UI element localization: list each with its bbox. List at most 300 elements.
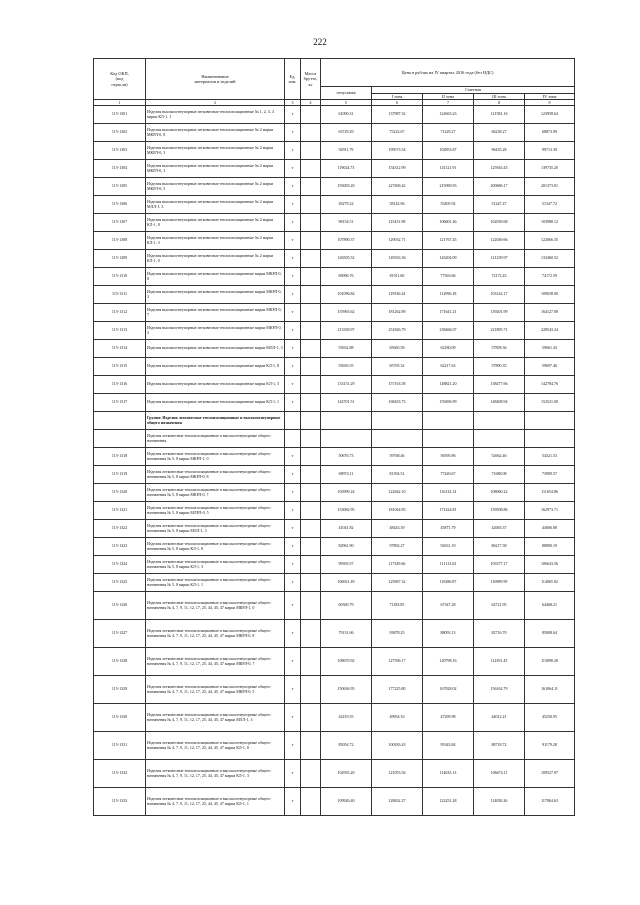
price-zone-2: 56595.86 — [423, 448, 474, 466]
price-zone-2: 62180.09 — [423, 340, 474, 358]
price-zone-4: 85008.64 — [525, 620, 575, 648]
row-name: Изделия высокоогнеупорные легковесные теплоизоляционные № 1, 2, 3, 4 марки КЛ-1, 1 — [146, 106, 285, 124]
table-row — [94, 250, 575, 268]
header-zone-3: III зона — [474, 93, 525, 100]
row-unit: т — [285, 250, 301, 268]
row-mass — [301, 520, 321, 538]
price-zone-3: 112391.45 — [474, 648, 525, 676]
row-mass — [301, 732, 321, 760]
price-zone-2: 106601.46 — [423, 214, 474, 232]
row-mass — [301, 676, 321, 704]
table-row — [94, 214, 575, 232]
price-zone-4: 103988.12 — [525, 214, 575, 232]
column-number: 5 — [321, 100, 372, 106]
row-mass — [301, 376, 321, 394]
table-row — [94, 592, 575, 620]
column-number: 7 — [423, 100, 474, 106]
price-zone-2: 67347.28 — [423, 592, 474, 620]
price-zone-1: 71183.85 — [372, 592, 423, 620]
row-code: 115-1311 — [94, 286, 146, 304]
row-name: Изделия высокоогнеупорные легковесные теплоизоляционные № 2 марки КЛ-1, 0 — [146, 250, 285, 268]
row-mass — [301, 502, 321, 520]
price-zone-2: 92631.19 — [423, 538, 474, 556]
price-zone-3: 51247.47 — [474, 196, 525, 214]
price-zone-3: 114050.26 — [474, 788, 525, 816]
price-zone-4: 74172.59 — [525, 268, 575, 286]
price-zone-2: 77420.67 — [423, 466, 474, 484]
price-current: 60369.79 — [321, 592, 372, 620]
price-zone-1: 168433.73 — [372, 394, 423, 412]
price-zone-4: 106643.56 — [525, 556, 575, 574]
price-current — [321, 412, 372, 430]
row-mass — [301, 484, 321, 502]
row-unit: т — [285, 760, 301, 788]
price-zone-2: 102853.87 — [423, 142, 474, 160]
price-zone-3: 125943.43 — [474, 160, 525, 178]
row-mass — [301, 538, 321, 556]
price-zone-3: 96435.28 — [474, 142, 525, 160]
price-zone-3: 121581.16 — [474, 106, 525, 124]
price-zone-2: 112996.18 — [423, 286, 474, 304]
price-zone-3: 57858.36 — [474, 340, 525, 358]
price-zone-2: 47299.98 — [423, 704, 474, 732]
column-number: 1 — [94, 100, 146, 106]
row-name: Изделия легковесные теплоизоляционные и высокоогнеупорные общего назначения № 4, 7, 9, 11, 12, 17, 25, 44, 45, 47 марки КЛ-1, 8 — [146, 732, 285, 760]
price-zone-1: 59768.46 — [372, 448, 423, 466]
price-zone-2: 141121.91 — [423, 160, 474, 178]
price-zone-4: 111654.86 — [525, 484, 575, 502]
price-current: 126505.52 — [321, 250, 372, 268]
row-unit: т — [285, 502, 301, 520]
price-current: 85054.72 — [321, 732, 372, 760]
row-unit: т — [285, 592, 301, 620]
row-mass — [301, 214, 321, 232]
price-zone-3: 159201.99 — [474, 304, 525, 322]
row-unit: т — [285, 142, 301, 160]
row-mass — [301, 124, 321, 142]
price-zone-2: 77563.66 — [423, 268, 474, 286]
table-row — [94, 178, 575, 196]
row-code: 115-1306 — [94, 196, 146, 214]
column-number: 2 — [146, 100, 285, 106]
price-zone-4: 114065.92 — [525, 574, 575, 592]
price-zone-4: 59661.43 — [525, 340, 575, 358]
price-zone-1: 154312.99 — [372, 160, 423, 178]
price-zone-2: 159496.99 — [423, 394, 474, 412]
row-unit: т — [285, 358, 301, 376]
table-row — [94, 448, 575, 466]
table-row — [94, 142, 575, 160]
row-name: Изделия высокоогнеупорные легковесные теплоизоляционные № 2 марки КЛ-1, 8 — [146, 214, 285, 232]
price-current: 193003.20 — [321, 178, 372, 196]
table-row — [94, 676, 575, 704]
row-name: Изделия высокоогнеупорные легковесные теплоизоляционные № 2 марки КЛ-1, 3 — [146, 232, 285, 250]
table-row — [94, 788, 575, 816]
price-zone-4: 64468.21 — [525, 592, 575, 620]
table-row — [94, 304, 575, 322]
header-current: отпускная — [321, 87, 372, 100]
price-zone-2: 95343.84 — [423, 732, 474, 760]
price-zone-3: 156162.79 — [474, 676, 525, 704]
page-number: 222 — [313, 37, 327, 47]
row-code: 115-1304 — [94, 160, 146, 178]
price-zone-2: 71229.27 — [423, 124, 474, 142]
price-zone-1: 125967.32 — [372, 574, 423, 592]
price-zone-3: 86217.38 — [474, 538, 525, 556]
table-row — [94, 574, 575, 592]
row-code: 115-1328 — [94, 648, 146, 676]
row-unit: т — [285, 160, 301, 178]
row-name: Изделия легковесные теплоизоляционные и высокоогнеупорные общего назначения № 5, 8 марки КЛ-1, 3 — [146, 556, 285, 574]
table-row — [94, 394, 575, 412]
price-zone-1: 65665.58 — [372, 340, 423, 358]
row-code: 115-1313 — [94, 322, 146, 340]
header-price: Цена в рублях на IV квартал 2016 года (без НДС) — [321, 59, 575, 87]
row-name: Изделия высокоогнеупорные легковесные теплоизоляционные № 2 марки МКРЛ-0, 3 — [146, 142, 285, 160]
price-zone-1: 181044.83 — [372, 502, 423, 520]
header-unit: Ед. изм. — [285, 59, 301, 100]
table-row — [94, 484, 575, 502]
price-current: 55656.55 — [321, 358, 372, 376]
row-mass — [301, 574, 321, 592]
price-zone-4: 164127.08 — [525, 304, 575, 322]
price-zone-3: 82716.70 — [474, 620, 525, 648]
price-zone-1: 181262.89 — [372, 304, 423, 322]
table-row — [94, 466, 575, 484]
row-unit: т — [285, 676, 301, 704]
column-number: 4 — [301, 100, 321, 106]
price-zone-4: 161064.11 — [525, 676, 575, 704]
row-name: Изделия высокоогнеупорные легковесные теплоизоляционные марки МКРЛ-0, 3 — [146, 322, 285, 340]
price-current: 150636.95 — [321, 676, 372, 704]
price-zone-4: 68873.99 — [525, 124, 575, 142]
header-code: Код ОКП, (код отрасли) — [94, 59, 146, 100]
row-code: 115-1327 — [94, 620, 146, 648]
price-zone-2 — [423, 412, 474, 430]
price-zone-4: 51347.72 — [525, 196, 575, 214]
price-zone-1: 122642.10 — [372, 484, 423, 502]
price-zone-2: 116132.14 — [423, 484, 474, 502]
row-code: 115-1317 — [94, 394, 146, 412]
price-zone-2: 238466.07 — [423, 322, 474, 340]
row-unit: т — [285, 538, 301, 556]
row-unit: т — [285, 340, 301, 358]
row-code — [94, 412, 146, 430]
row-mass — [301, 788, 321, 816]
price-zone-1: 127596.17 — [372, 648, 423, 676]
price-zone-3: 103377.17 — [474, 556, 525, 574]
price-current: 109926.40 — [321, 788, 372, 816]
price-zone-3: 110989.99 — [474, 574, 525, 592]
row-name: Изделия легковесные теплоизоляционные и высокоогнеупорные общего назначения № 4, 7, 9, 11, 12, 17, 25, 44, 45, 47 марки МКРЛ-0, 7 — [146, 648, 285, 676]
price-zone-1: 115431.98 — [372, 214, 423, 232]
row-unit: т — [285, 466, 301, 484]
price-zone-1: 137987.32 — [372, 106, 423, 124]
row-name: Изделия высокоогнеупорные легковесные теплоизоляционные № 2 марки МЛЛ-1, 3 — [146, 196, 285, 214]
price-zone-2: 88093.13 — [423, 620, 474, 648]
price-current: 82961.90 — [321, 538, 372, 556]
price-zone-3: 66238.27 — [474, 124, 525, 142]
price-current: 142701.51 — [321, 394, 372, 412]
row-code: 115-1331 — [94, 732, 146, 760]
row-code: 115-1312 — [94, 304, 146, 322]
price-zone-3: 103142.17 — [474, 286, 525, 304]
row-unit: т — [285, 214, 301, 232]
row-code: 115-1315 — [94, 358, 146, 376]
table-row — [94, 322, 575, 340]
row-unit: т — [285, 732, 301, 760]
price-zone-4: 133460.52 — [525, 250, 575, 268]
table-row — [94, 760, 575, 788]
price-zone-4: 115898.28 — [525, 648, 575, 676]
row-mass — [301, 760, 321, 788]
row-name: Изделия высокоогнеупорные легковесные теплоизоляционные марки МКРЛ-0, 8 — [146, 268, 285, 286]
price-zone-1: 65705.32 — [372, 358, 423, 376]
row-mass — [301, 704, 321, 732]
price-zone-1 — [372, 430, 423, 448]
price-current: 69096.76 — [321, 268, 372, 286]
price-zone-4: 152521.00 — [525, 394, 575, 412]
price-zone-4: 54321.53 — [525, 448, 575, 466]
price-zone-1: 149333.36 — [372, 250, 423, 268]
price-zone-2: 124663.23 — [423, 106, 474, 124]
price-zone-1: 81911.60 — [372, 268, 423, 286]
price-current: 133151.29 — [321, 376, 372, 394]
table-row — [94, 268, 575, 286]
price-zone-2: 167828.02 — [423, 676, 474, 704]
row-unit: т — [285, 520, 301, 538]
price-zone-1: 129032.71 — [372, 232, 423, 250]
price-zone-3: 44012.21 — [474, 704, 525, 732]
price-current: 98154.51 — [321, 214, 372, 232]
row-name: Изделия легковесные теплоизоляционные и высокоогнеупорные общего назначения — [146, 430, 285, 448]
price-current: 42419.55 — [321, 704, 372, 732]
header-estimate: Сметная — [372, 87, 575, 94]
header-zone-4: IV зона — [525, 93, 575, 100]
row-mass — [301, 620, 321, 648]
price-zone-4: 59697.46 — [525, 358, 575, 376]
table-row — [94, 704, 575, 732]
row-name: Изделия легковесные теплоизоляционные и высокоогнеупорные общего назначения № 4, 7, 9, 11, 12, 17, 25, 44, 45, 47 марки МКРЛ-0, 5 — [146, 676, 285, 704]
price-zone-2: 120798.16 — [423, 648, 474, 676]
price-zone-2: 143204.09 — [423, 250, 474, 268]
price-zone-2: 215090.93 — [423, 178, 474, 196]
row-mass — [301, 160, 321, 178]
price-zone-2: 119286.87 — [423, 574, 474, 592]
price-zone-1: 81394.51 — [372, 466, 423, 484]
row-code: 115-1308 — [94, 232, 146, 250]
row-code: 115-1333 — [94, 788, 146, 816]
row-unit: т — [285, 232, 301, 250]
table-row — [94, 520, 575, 538]
row-code: 115-1310 — [94, 268, 146, 286]
table-row — [94, 502, 575, 520]
row-code: 115-1321 — [94, 502, 146, 520]
row-unit: т — [285, 376, 301, 394]
table-row — [94, 196, 575, 214]
row-mass — [301, 232, 321, 250]
price-zone-1: 227406.42 — [372, 178, 423, 196]
row-code: 115-1320 — [94, 484, 146, 502]
price-current: 50676.73 — [321, 448, 372, 466]
row-name: Изделия легковесные теплоизоляционные и высокоогнеупорные общего назначения № 5, 8 марки МЛРЛ-0, 5 — [146, 502, 285, 520]
row-name: Изделия легковесные теплоизоляционные и высокоогнеупорные общего назначения № 5, 8 марки КЛ-1, 8 — [146, 538, 285, 556]
price-current: 102935.20 — [321, 760, 372, 788]
row-code — [94, 430, 146, 448]
row-name: Изделия легковесные теплоизоляционные и высокоогнеупорные общего назначения № 5, 8 марки МКРЛ-1, 0 — [146, 448, 285, 466]
row-mass — [301, 592, 321, 620]
price-current: 68974.11 — [321, 466, 372, 484]
row-unit: т — [285, 448, 301, 466]
price-zone-2: 114635.13 — [423, 760, 474, 788]
row-mass — [301, 196, 321, 214]
row-unit: т — [285, 124, 301, 142]
price-zone-4: 123958.64 — [525, 106, 575, 124]
price-table — [93, 58, 575, 816]
price-zone-2: 148821.20 — [423, 376, 474, 394]
price-zone-1: 48443.39 — [372, 520, 423, 538]
price-current: 101096.84 — [321, 286, 372, 304]
row-name: Изделия легковесные теплоизоляционные и высокоогнеупорные общего назначения № 4, 7, 9, 11, 12, 17, 25, 44, 45, 47 марки МКРЛ-1, 0 — [146, 592, 285, 620]
price-zone-4: 109038.00 — [525, 286, 575, 304]
price-zone-3: 102039.68 — [474, 214, 525, 232]
row-mass — [301, 142, 321, 160]
price-zone-1: 251826.79 — [372, 322, 423, 340]
row-unit: т — [285, 286, 301, 304]
price-zone-1: 100183.43 — [372, 732, 423, 760]
price-current: 99393.57 — [321, 556, 372, 574]
price-zone-1: 49954.16 — [372, 704, 423, 732]
row-code: 115-1322 — [94, 520, 146, 538]
price-zone-1: 58142.96 — [372, 196, 423, 214]
price-current: 103999.24 — [321, 484, 372, 502]
price-zone-4: 228543.24 — [525, 322, 575, 340]
price-zone-1: 121053.56 — [372, 760, 423, 788]
price-zone-2 — [423, 430, 474, 448]
row-code: 115-1305 — [94, 178, 146, 196]
price-current: 41041.82 — [321, 520, 372, 538]
table-row — [94, 538, 575, 556]
price-zone-4: 117864.63 — [525, 788, 575, 816]
price-zone-1: 128632.27 — [372, 788, 423, 816]
row-unit: т — [285, 484, 301, 502]
price-zone-3: 52662.46 — [474, 448, 525, 466]
row-name: Изделия легковесные теплоизоляционные и высокоогнеупорные общего назначения № 5, 8 марки МКРЛ-0, 8 — [146, 466, 285, 484]
price-current: 79131.06 — [321, 620, 372, 648]
table-row — [94, 430, 575, 448]
price-zone-2: 171641.21 — [423, 304, 474, 322]
price-current: 55632.88 — [321, 340, 372, 358]
price-zone-4: 162973.71 — [525, 502, 575, 520]
column-number: 3 — [285, 100, 301, 106]
table-row — [94, 376, 575, 394]
price-zone-1: 177225.80 — [372, 676, 423, 704]
price-zone-3: 138477.66 — [474, 376, 525, 394]
row-code: 115-1324 — [94, 556, 146, 574]
price-current: 107890.37 — [321, 232, 372, 250]
price-zone-1: 157163.58 — [372, 376, 423, 394]
table-row — [94, 358, 575, 376]
price-zone-1: 119330.24 — [372, 286, 423, 304]
row-code: 115-1329 — [94, 676, 146, 704]
price-current — [321, 430, 372, 448]
price-zone-1: 75222.67 — [372, 124, 423, 142]
header-name: Наименование материалов и изделий — [146, 59, 285, 100]
price-current: 61090.31 — [321, 106, 372, 124]
price-zone-3: 122049.66 — [474, 232, 525, 250]
row-unit: т — [285, 178, 301, 196]
row-mass — [301, 106, 321, 124]
row-code: 115-1307 — [94, 214, 146, 232]
price-zone-3: 159508.86 — [474, 502, 525, 520]
row-mass — [301, 358, 321, 376]
row-name: Изделия легковесные теплоизоляционные и высокоогнеупорные общего назначения № 5, 8 марки КЛ-1, 1 — [146, 574, 285, 592]
row-code: 115-1316 — [94, 376, 146, 394]
row-unit: т — [285, 556, 301, 574]
price-zone-3 — [474, 412, 525, 430]
price-zone-4 — [525, 412, 575, 430]
row-unit: т — [285, 788, 301, 816]
row-code: 115-1309 — [94, 250, 146, 268]
table-body — [94, 106, 575, 816]
price-current: 213339.97 — [321, 322, 372, 340]
table-row — [94, 648, 575, 676]
price-zone-4 — [525, 430, 575, 448]
row-code: 115-1326 — [94, 592, 146, 620]
column-number: 9 — [525, 100, 575, 106]
price-zone-1: 199573.54 — [372, 142, 423, 160]
price-zone-1: 93878.25 — [372, 620, 423, 648]
price-zone-3: 106674.11 — [474, 760, 525, 788]
price-zone-2: 171424.81 — [423, 502, 474, 520]
row-mass — [301, 178, 321, 196]
price-zone-4: 139735.20 — [525, 160, 575, 178]
price-zone-3: 108060.22 — [474, 484, 525, 502]
price-zone-1 — [372, 412, 423, 430]
table-row — [94, 620, 575, 648]
row-name: Изделия легковесные теплоизоляционные и высокоогнеупорные общего назначения № 4, 7, 9, 11, 12, 17, 25, 44, 45, 47 марки МЛЛ-1, 3 — [146, 704, 285, 732]
header-mass: Масса брутто, кг — [301, 59, 321, 100]
table-row — [94, 732, 575, 760]
price-zone-4: 73909.57 — [525, 466, 575, 484]
price-zone-2: 45871.79 — [423, 520, 474, 538]
price-current: 108670.92 — [321, 648, 372, 676]
row-code: 115-1303 — [94, 142, 146, 160]
price-zone-3: 88718.72 — [474, 732, 525, 760]
row-code: 115-1319 — [94, 466, 146, 484]
row-name: Изделия высокоогнеупорные легковесные теплоизоляционные № 2 марки МКРЛ-0, 5 — [146, 178, 285, 196]
price-zone-4: 91179.28 — [525, 732, 575, 760]
header-zone-2: II зона — [423, 93, 474, 100]
price-zone-2: 111113.02 — [423, 556, 474, 574]
row-name: Изделия легковесные теплоизоляционные и высокоогнеупорные общего назначения № 5, 8 марки МЛЛ-1, 3 — [146, 520, 285, 538]
row-mass — [301, 322, 321, 340]
table-row — [94, 286, 575, 304]
row-mass — [301, 394, 321, 412]
row-mass — [301, 286, 321, 304]
price-current: 153082.95 — [321, 502, 372, 520]
price-zone-3: 200686.17 — [474, 178, 525, 196]
price-zone-3: 71688.08 — [474, 466, 525, 484]
row-code: 115-1314 — [94, 340, 146, 358]
row-name: Изделия высокоогнеупорные легковесные теплоизоляционные марки МКРЛ-0, 7 — [146, 304, 285, 322]
column-number: 6 — [372, 100, 423, 106]
column-number: 8 — [474, 100, 525, 106]
row-unit: т — [285, 394, 301, 412]
price-zone-4: 88890.19 — [525, 538, 575, 556]
row-mass — [301, 448, 321, 466]
row-unit — [285, 430, 301, 448]
